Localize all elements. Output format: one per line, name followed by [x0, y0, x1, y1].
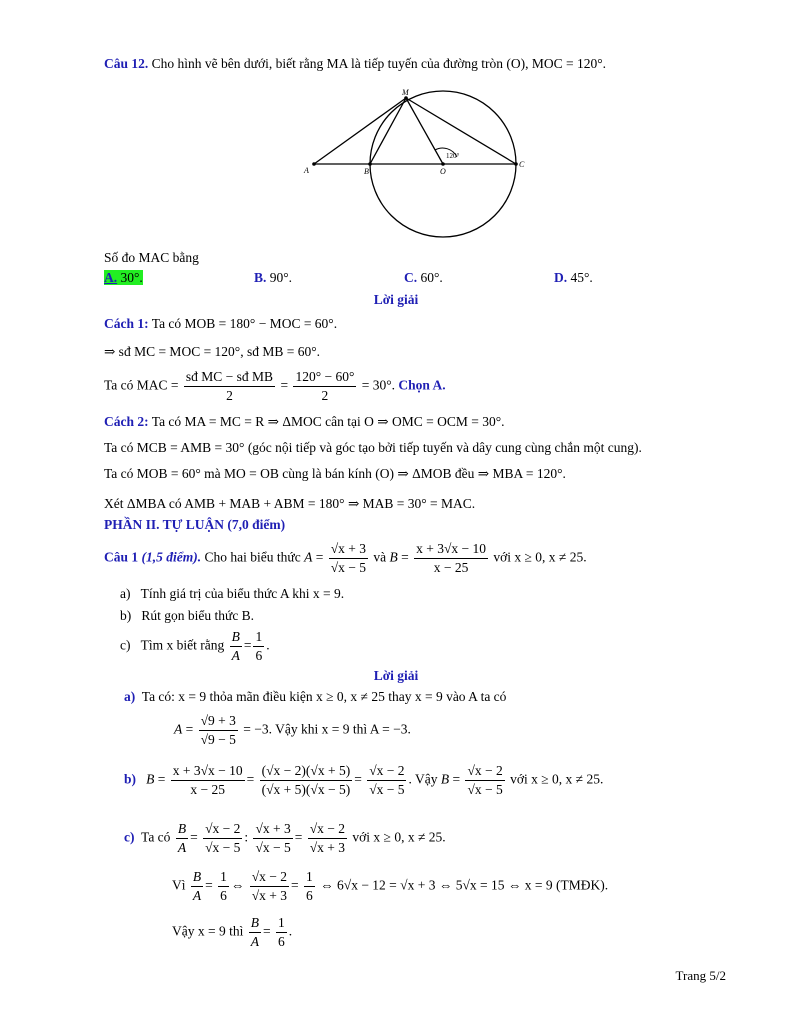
- sol-c-line1: c) Ta có $\frac{B}{A}$ = $\frac{√x - 2}{√x - 5}$ : $\frac{√x + 3}{√x - 5}$ = $\frac{√x - 2}{√x + 3}$ với x ≥ 0, x ≠ 25.: [124, 821, 446, 855]
- cach2-line3: Ta có MOB = 60° mà MO = OB cùng là bán kính (O) ⇒ ΔMOB đều ⇒ MBA = 120°.: [104, 466, 566, 481]
- point-a: A: [304, 166, 309, 175]
- task-a: a) Tính giá trị của biểu thức A khi x = 9.: [120, 586, 345, 601]
- cach2-line4: Xét ΔMBA có AMB + MAB + ABM = 180° ⇒ MAB = 30° = MAC.: [104, 496, 476, 511]
- angle-label: 120°: [446, 152, 460, 160]
- sol-a-line2: A = $\frac{√9 + 3}{√9 - 5}$ = −3. Vậy khi x = 9 thì A = −3.: [174, 713, 411, 747]
- sol-c-line2: Vì $\frac{B}{A}$ = $\frac{1}{6}$ ⇔ $\frac{√x - 2}{√x + 3}$ = $\frac{1}{6}$ ⇔ 6√x − 12 = √x + 3 ⇔ 5√x = 15 ⇔ x = 9 (TMĐK).: [172, 869, 609, 903]
- choose-answer: Chọn A.: [398, 377, 446, 393]
- sol-c-line3: Vậy x = 9 thì $\frac{B}{A}$ = $\frac{1}{6}$ .: [172, 915, 293, 949]
- cach1-line2: ⇒ sđ MC = MOC = 120°, sđ MB = 60°.: [104, 344, 320, 359]
- q12-line: [104, 56, 606, 72]
- cach1-line1: Cách 1: Ta có MOB = 180° − MOC = 60°.: [104, 316, 338, 331]
- q12-label: Câu 12.: [104, 56, 149, 71]
- segment-mo: [406, 98, 443, 164]
- cach2-line2: Ta có MCB = AMB = 30° (góc nội tiếp và góc tạo bởi tiếp tuyến và dây cung cùng chắn một cung).: [104, 440, 642, 455]
- option-a[interactable]: A. 30°.: [104, 270, 143, 285]
- page-number: Trang 5/2: [675, 968, 726, 983]
- cach2-line1: Cách 2: Ta có MA = MC = R ⇒ ΔMOC cân tại O ⇒ OMC = OCM = 30°.: [104, 414, 505, 429]
- q12-prompt: Số đo MAC bằng: [104, 250, 199, 265]
- q12-text: Cho hình vẽ bên dưới, biết rằng MA là tiếp tuyến của đường tròn (O), MOC = 120°.: [151, 56, 606, 71]
- point-b: B: [364, 167, 369, 176]
- segment-mc: [406, 98, 516, 164]
- task-c: c) Tìm x biết rằng $\frac{B}{A}$ = $\frac{1}{6}$ .: [120, 629, 270, 663]
- part2-heading: PHẦN II. TỰ LUẬN (7,0 điểm): [104, 517, 286, 532]
- sol-a-line1: a) Ta có: x = 9 thỏa mãn điều kiện x ≥ 0, x ≠ 25 thay x = 9 vào A ta có: [124, 689, 507, 704]
- task-b: b) Rút gọn biểu thức B.: [120, 608, 255, 623]
- cau1-line: Câu 1 (1,5 điểm). Cho hai biểu thức A = $\frac{√x + 3}{√x - 5}$ và B = $\frac{x + 3√x - 10}{x - 25}$ với x ≥ 0, x ≠ 25.: [104, 541, 587, 575]
- option-c[interactable]: C. 60°.: [404, 270, 443, 285]
- sol-b-line: b) B = $\frac{x + 3√x - 10}{x - 25}$ = $\frac{(√x - 2)(√x + 5)}{(√x + 5)(√x - 5)}$ = $\frac{√x - 2}{√x - 5}$ . Vậy B = $\frac{√x - 2}{√x - 5}$ với x ≥ 0, x ≠ 25.: [124, 763, 604, 797]
- point-o: O: [440, 167, 446, 176]
- segment-mb: [370, 98, 406, 164]
- solution-title: Lời giải: [373, 292, 419, 307]
- point-m: M: [402, 88, 409, 97]
- option-d[interactable]: D. 45°.: [554, 270, 593, 285]
- geometry-figure: [300, 84, 540, 240]
- solution-title-2: Lời giải: [373, 668, 419, 683]
- cach1-line3: Ta có MAC = $\frac{\text{sđ MC − sđ MB}}{2}$ = $\frac{120^\circ - 60^\circ}{2}$ = 30°. Chọn A.: [104, 369, 446, 403]
- tangent-ma: [314, 98, 406, 164]
- option-b[interactable]: B. 90°.: [254, 270, 293, 285]
- point-c: C: [519, 160, 525, 169]
